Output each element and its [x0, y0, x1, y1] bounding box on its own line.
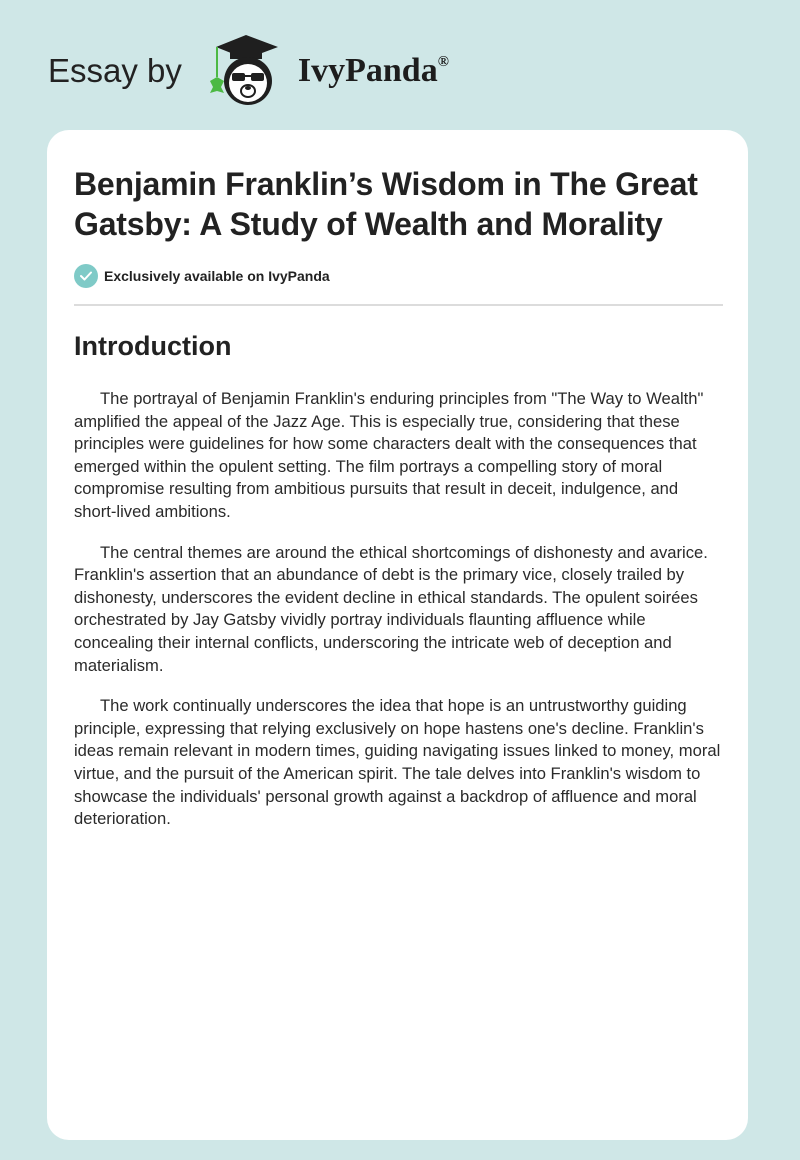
panda-logo-icon[interactable]: [202, 33, 288, 109]
essay-title: Benjamin Franklin’s Wisdom in The Great Gatsby: A Study of Wealth and Morality: [74, 166, 698, 242]
section-heading: Introduction: [74, 331, 232, 361]
divider: [74, 304, 723, 306]
site-header: [48, 36, 449, 106]
essay-card: [47, 130, 748, 1140]
exclusive-badge: [74, 264, 723, 288]
check-icon: [74, 264, 98, 288]
brand-text: IvyPanda: [297, 52, 438, 89]
paragraph: The central themes are around the ethical shortcomings of dishonesty and avarice. Franklin's assertion that an abundance of debt is the primary vice, closely trailed by dishonesty, underscores the evident decline in ethical standards. The opulent soirées orchestrated by Jay Gatsby vividly portray individuals flaunting affluence while concealing their internal conflicts, underscoring the intricate web of deception and materialism.: [74, 542, 708, 675]
brand-name[interactable]: [298, 52, 449, 90]
essay-content: [74, 164, 723, 831]
registered-mark: ®: [437, 54, 449, 70]
paragraph: The portrayal of Benjamin Franklin's enduring principles from "The Way to Wealth" amplified the appeal of the Jazz Age. This is especially true, considering that these principles were guidelines for how some characters dealt with the consequences that emerged within the opulent setting. The film portrays a compelling story of moral compromise resulting from ambitious pursuits that result in deceit, indulgence, and short-lived ambitions.: [74, 389, 704, 521]
paragraph: The work continually underscores the idea that hope is an untrustworthy guiding principle, expressing that relying exclusively on hope hastens one's decline. Franklin's ideas remain relevant in modern times, guiding navigating issues linked to money, moral virtue, and the pursuit of the American spirit. The tale delves into Franklin's wisdom to showcase the individuals' personal growth against a backdrop of affluence and moral deterioration.: [74, 696, 721, 829]
badge-text: Exclusively available on IvyPanda: [104, 268, 330, 284]
essay-by-label: Essay by: [48, 52, 182, 89]
